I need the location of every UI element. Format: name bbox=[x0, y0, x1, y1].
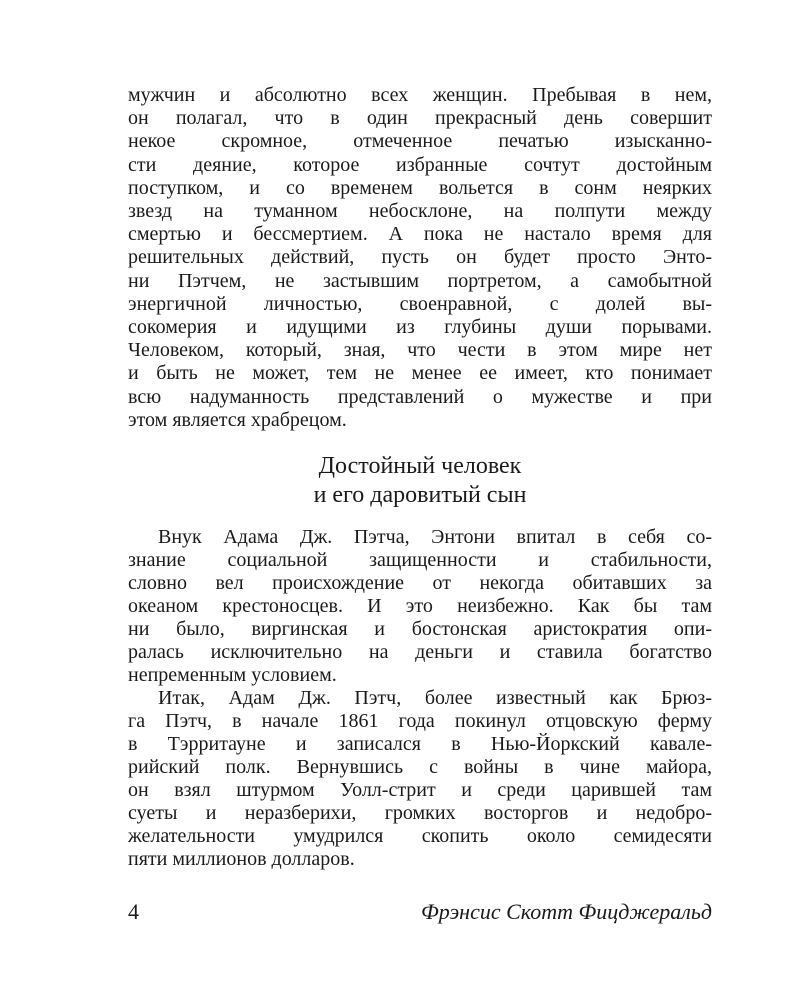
text-line: океаном крестоносцев. И это неизбежно. Как бы там bbox=[128, 595, 712, 617]
text-line: решительных действий, пусть он будет просто Энто- bbox=[128, 246, 712, 268]
text-line: желательности умудрился скопить около семидесяти bbox=[128, 825, 712, 847]
text-line: мужчин и абсолютно всех женщин. Пребывая в нем, bbox=[128, 84, 712, 106]
heading-line: Достойный человек bbox=[318, 453, 522, 479]
running-title-author: Фрэнсис Скотт Фицджеральд bbox=[421, 899, 712, 924]
text-line: пяти миллионов долларов. bbox=[128, 848, 355, 870]
text-line: Человеком, который, зная, что чести в этом мире нет bbox=[128, 339, 712, 361]
text-line: этом является храбрецом. bbox=[128, 409, 347, 431]
text-line: рийский полк. Вернувшись с войны в чине майора, bbox=[128, 756, 712, 778]
text-line: смертью и бессмертием. А пока не настало время для bbox=[128, 223, 712, 245]
text-line: Итак, Адам Дж. Пэтч, более известный как Брюз- bbox=[158, 687, 712, 709]
text-line: некое скромное, отмеченное печатью изысканно- bbox=[128, 130, 712, 152]
text-line: сти деяние, которое избранные сочтут достойным bbox=[128, 154, 712, 176]
heading-line: и его даровитый сын bbox=[313, 482, 527, 508]
text-line: непременным условием. bbox=[128, 664, 337, 686]
text-line: поступком, и со временем вольется в сонм неярких bbox=[128, 177, 712, 199]
text-line: сокомерия и идущими из глубины души порывами. bbox=[128, 316, 712, 338]
text-line: и быть не может, тем не менее ее имеет, кто понимает bbox=[128, 362, 712, 384]
text-line: суеты и неразберихи, громких восторгов и недобро- bbox=[128, 802, 712, 824]
text-line: Внук Адама Дж. Пэтча, Энтони впитал в себя со- bbox=[158, 526, 712, 548]
text-line: знание социальной защищенности и стабильности, bbox=[128, 549, 712, 571]
text-line: ни Пэтчем, не застывшим портретом, а самобытной bbox=[128, 270, 712, 292]
text-line: всю надуманность представлений о мужестве и при bbox=[128, 386, 712, 408]
page-number: 4 bbox=[128, 899, 139, 924]
text-line: он полагал, что в один прекрасный день совершит bbox=[128, 107, 712, 129]
text-line: энергичной личностью, своенравной, с долей вы- bbox=[128, 293, 712, 315]
page-footer bbox=[128, 898, 712, 926]
text-line: он взял штурмом Уолл-стрит и среди царившей там bbox=[128, 779, 712, 801]
text-line: га Пэтч, в начале 1861 года покинул отцовскую ферму bbox=[128, 710, 712, 732]
text-line: словно вел происхождение от некогда обитавших за bbox=[128, 572, 712, 594]
text-line: звезд на туманном небосклоне, на полпути между bbox=[128, 200, 712, 222]
text-line: в Тэрритауне и записался в Нью-Йоркский кавале- bbox=[128, 733, 712, 755]
text-line: ни было, виргинская и бостонская аристократия опи- bbox=[128, 618, 712, 640]
text-line: ралась исключительно на деньги и ставила богатство bbox=[128, 641, 712, 663]
